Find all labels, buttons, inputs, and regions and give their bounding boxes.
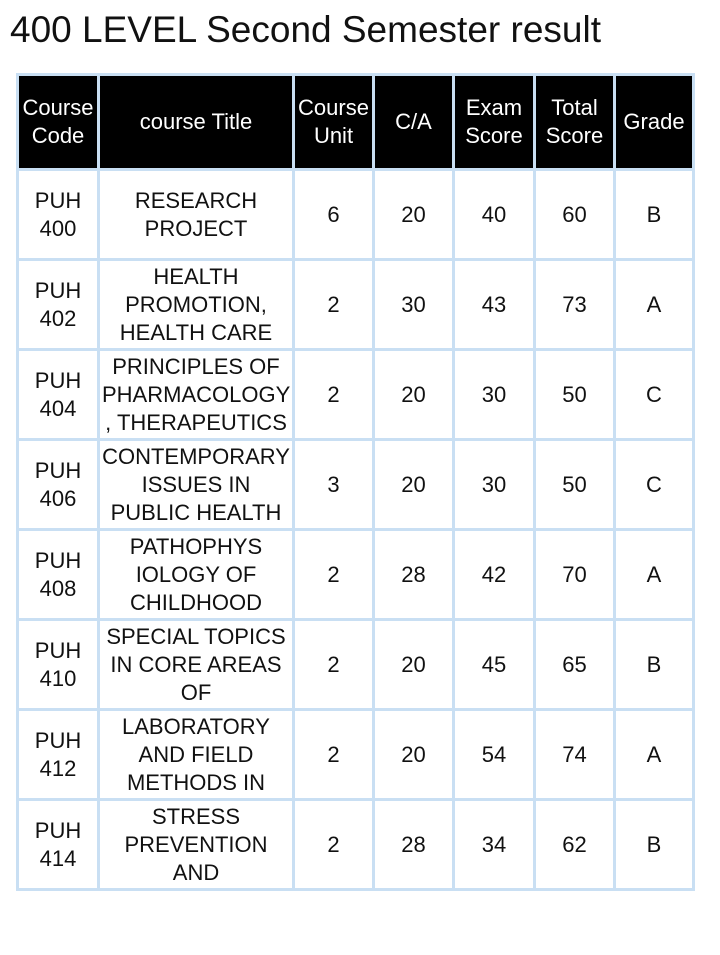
course-code-cell: PUH 408 — [19, 531, 97, 618]
course-title-text: RESEARCH PROJECT — [134, 187, 258, 241]
course-code-cell: PUH 410 — [19, 621, 97, 708]
course-unit-cell: 2 — [295, 351, 372, 438]
total-score-cell: 50 — [536, 441, 613, 528]
header-course-unit: Course Unit — [295, 76, 372, 168]
exam-score-cell: 54 — [455, 711, 533, 798]
course-code-cell: PUH 402 — [19, 261, 97, 348]
course-title-cell — [100, 261, 292, 348]
total-score-cell: 60 — [536, 171, 613, 258]
course-title-cell — [100, 441, 292, 528]
header-course-title: course Title — [100, 76, 292, 168]
exam-score-cell: 45 — [455, 621, 533, 708]
ca-cell: 28 — [375, 801, 452, 888]
exam-score-cell: 34 — [455, 801, 533, 888]
course-title-text: STRESS PREVENTION AND — [124, 803, 268, 885]
course-unit-cell: 2 — [295, 711, 372, 798]
course-title-cell — [100, 621, 292, 708]
exam-score-cell: 30 — [455, 351, 533, 438]
course-title-text: CONTEMPORARY ISSUES IN PUBLIC HEALTH — [102, 443, 290, 525]
course-code-cell: PUH 412 — [19, 711, 97, 798]
course-title-cell — [100, 801, 292, 888]
grade-cell: A — [616, 531, 692, 618]
course-code-cell: PUH 404 — [19, 351, 97, 438]
exam-score-cell: 40 — [455, 171, 533, 258]
table-row — [19, 351, 692, 438]
course-title-cell — [100, 711, 292, 798]
course-title-text: HEALTH PROMOTION, HEALTH CARE — [119, 263, 273, 345]
exam-score-cell: 43 — [455, 261, 533, 348]
total-score-cell: 73 — [536, 261, 613, 348]
course-title-text: SPECIAL TOPICS IN CORE AREAS OF — [106, 623, 286, 705]
table-row — [19, 621, 692, 708]
result-table — [16, 73, 695, 891]
ca-cell: 20 — [375, 351, 452, 438]
table-row — [19, 441, 692, 528]
grade-cell: B — [616, 621, 692, 708]
total-score-cell: 65 — [536, 621, 613, 708]
course-unit-cell: 2 — [295, 801, 372, 888]
grade-cell: C — [616, 441, 692, 528]
course-code-cell: PUH 406 — [19, 441, 97, 528]
total-score-cell: 70 — [536, 531, 613, 618]
course-unit-cell: 6 — [295, 171, 372, 258]
table-row — [19, 261, 692, 348]
grade-cell: A — [616, 261, 692, 348]
ca-cell: 20 — [375, 171, 452, 258]
table-row — [19, 711, 692, 798]
ca-cell: 20 — [375, 621, 452, 708]
header-ca: C/A — [375, 76, 452, 168]
course-title-text: PATHOPHYS IOLOGY OF CHILDHOOD — [129, 533, 263, 615]
course-code-cell: PUH 414 — [19, 801, 97, 888]
course-title-text: LABORATORY AND FIELD METHODS IN — [122, 713, 270, 795]
grade-cell: A — [616, 711, 692, 798]
grade-cell: C — [616, 351, 692, 438]
header-grade: Grade — [616, 76, 692, 168]
table-row — [19, 801, 692, 888]
table-row — [19, 171, 692, 258]
course-title-text: PRINCIPLES OF PHARMACOLOGY , THERAPEUTICS — [102, 353, 290, 435]
course-unit-cell: 3 — [295, 441, 372, 528]
total-score-cell: 62 — [536, 801, 613, 888]
course-code-cell: PUH 400 — [19, 171, 97, 258]
ca-cell: 28 — [375, 531, 452, 618]
page-title: 400 LEVEL Second Semester result — [10, 9, 601, 50]
ca-cell: 20 — [375, 441, 452, 528]
course-title-cell — [100, 531, 292, 618]
table-header-row — [19, 76, 692, 168]
table-row — [19, 531, 692, 618]
header-course-code: Course Code — [19, 76, 97, 168]
header-total-score: Total Score — [536, 76, 613, 168]
ca-cell: 30 — [375, 261, 452, 348]
header-exam-score: Exam Score — [455, 76, 533, 168]
course-title-cell — [100, 351, 292, 438]
total-score-cell: 74 — [536, 711, 613, 798]
ca-cell: 20 — [375, 711, 452, 798]
total-score-cell: 50 — [536, 351, 613, 438]
exam-score-cell: 42 — [455, 531, 533, 618]
grade-cell: B — [616, 171, 692, 258]
exam-score-cell: 30 — [455, 441, 533, 528]
course-unit-cell: 2 — [295, 621, 372, 708]
course-title-cell — [100, 171, 292, 258]
course-unit-cell: 2 — [295, 261, 372, 348]
course-unit-cell: 2 — [295, 531, 372, 618]
grade-cell: B — [616, 801, 692, 888]
